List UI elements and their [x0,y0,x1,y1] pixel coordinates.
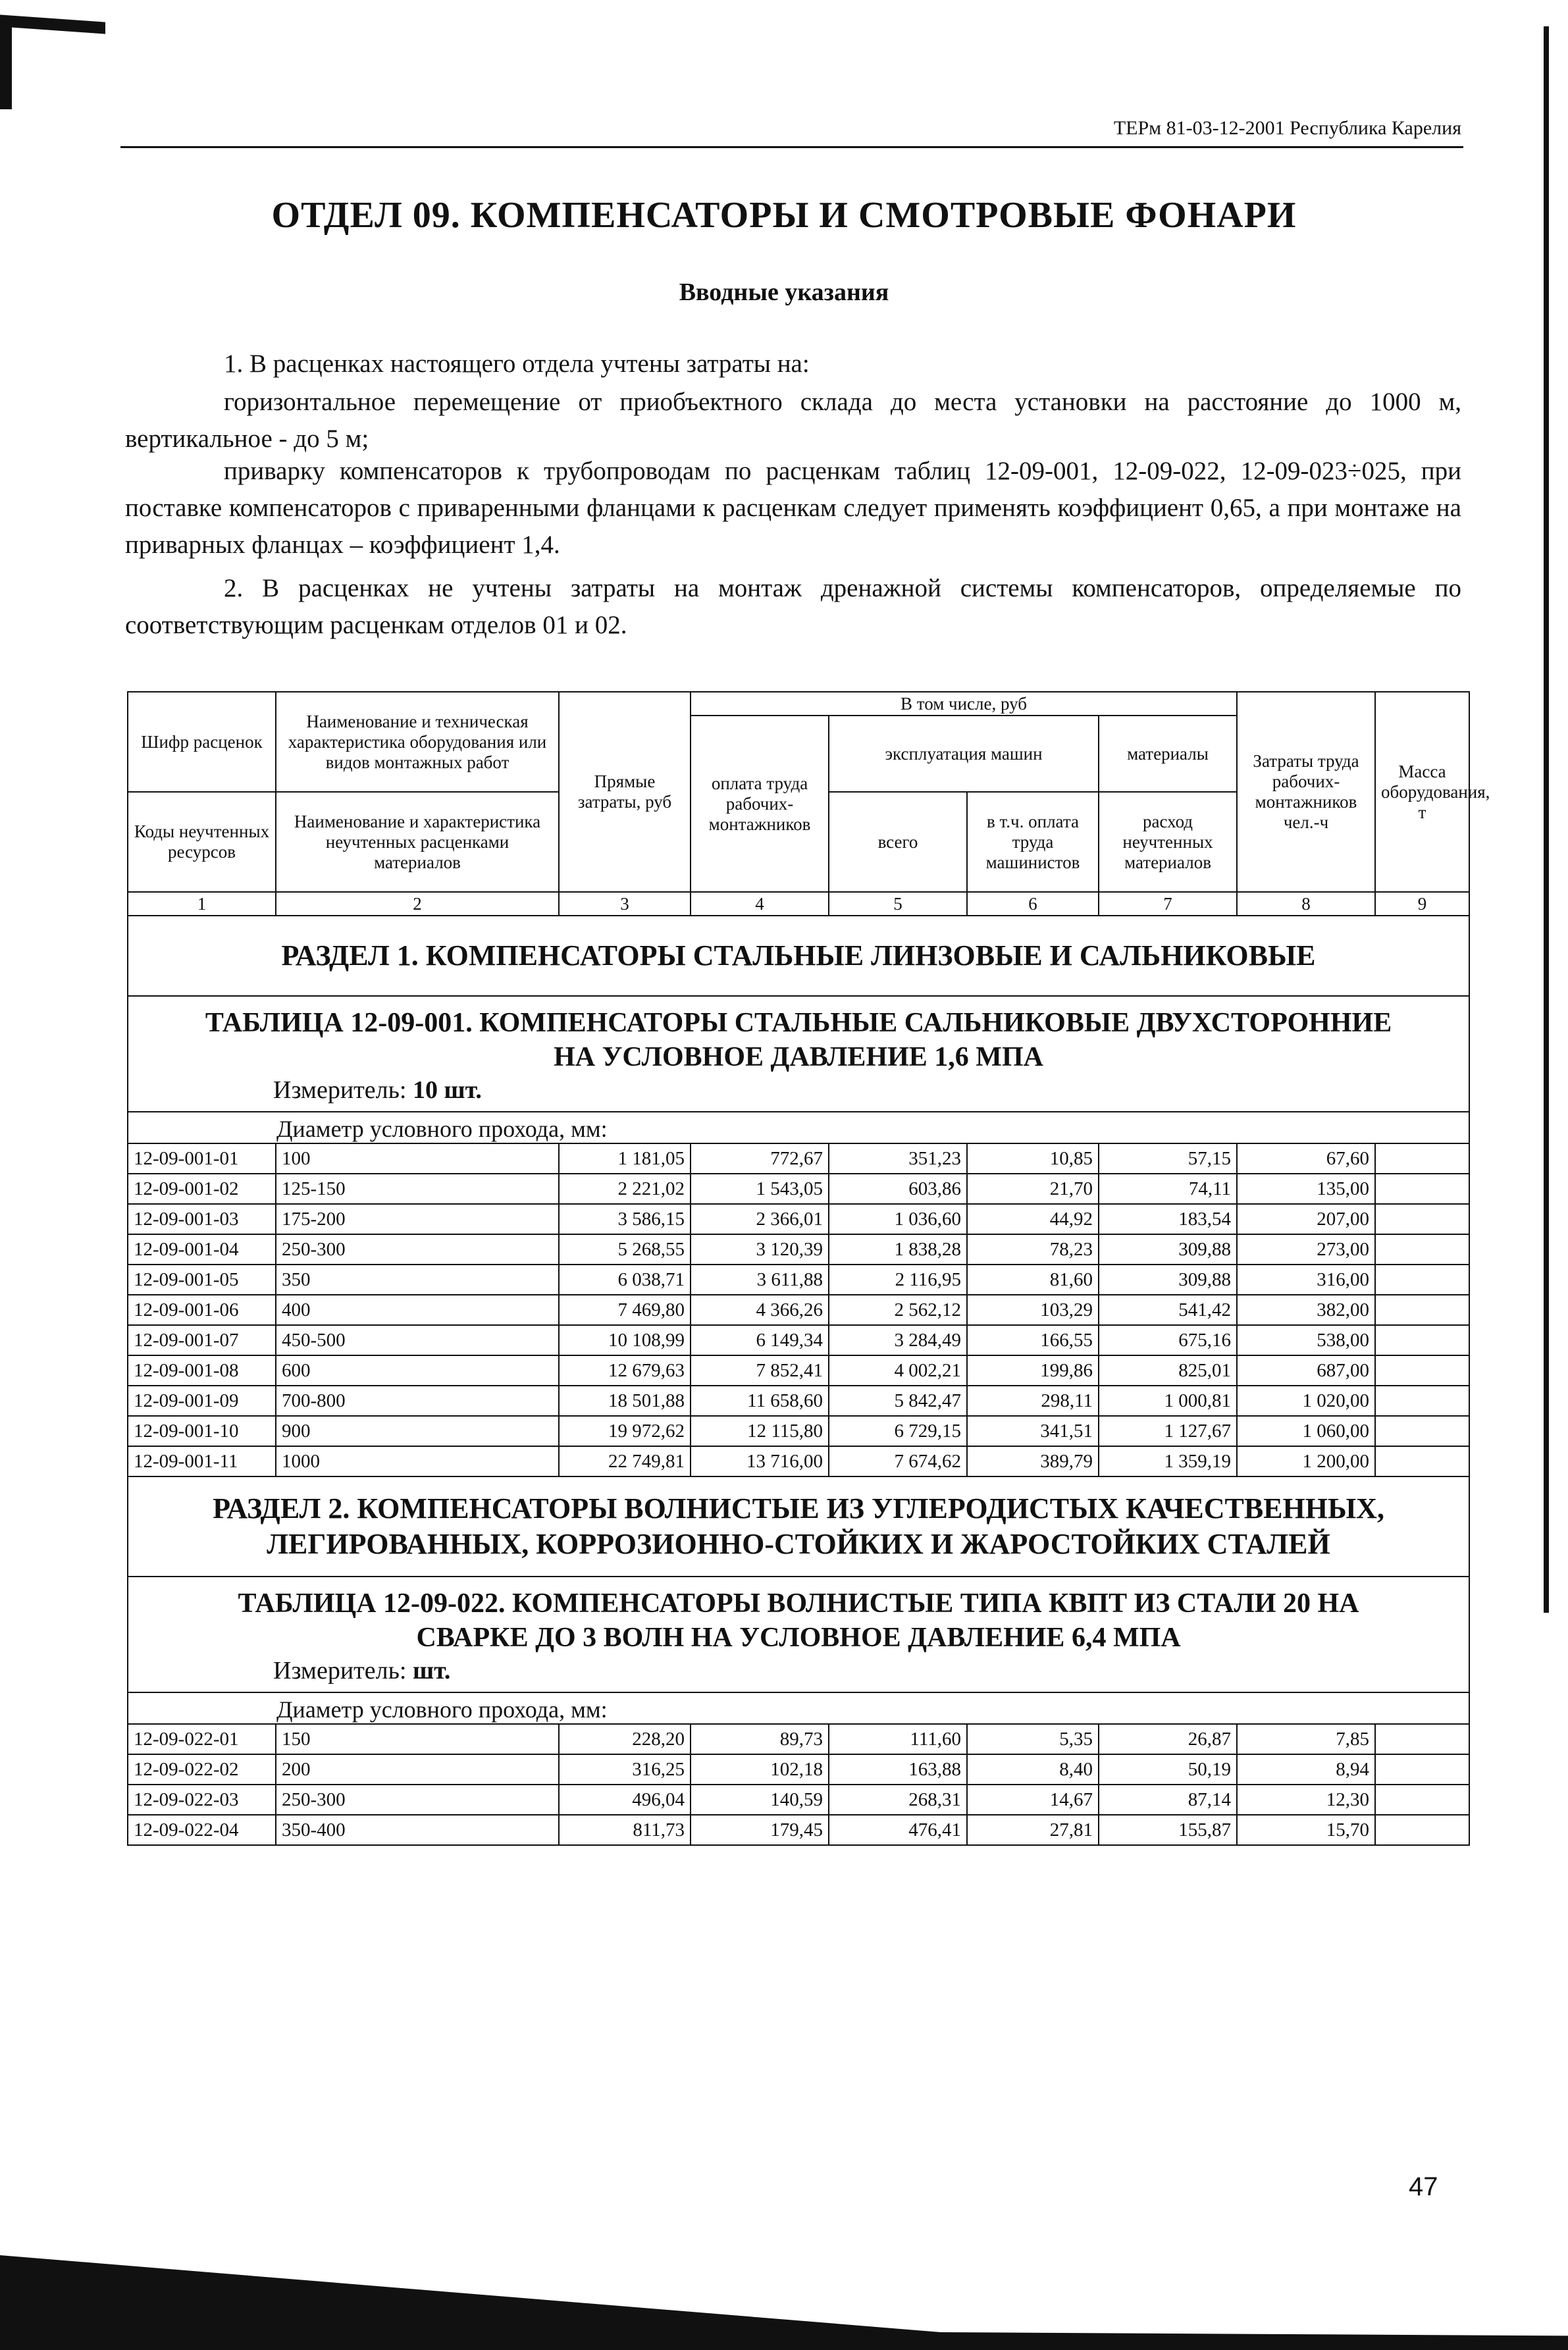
cell-labor-pay: 3 120,39 [691,1234,829,1265]
header-labor-cost: Затраты труда рабочих-монтажников чел.-ч [1237,692,1375,892]
cell-machines-total: 6 729,15 [829,1416,967,1446]
cell-labor-cost: 7,85 [1237,1724,1375,1754]
cell-machines-pay: 389,79 [967,1446,1099,1476]
cell-materials: 1 359,19 [1099,1446,1237,1476]
table-row [128,1325,1469,1355]
cell-code: 12-09-001-05 [128,1265,276,1295]
col-number: 8 [1237,892,1375,916]
cell-machines-pay: 10,85 [967,1143,1099,1174]
scan-corner-mark-vertical [0,24,12,109]
cell-labor-cost: 207,00 [1237,1204,1375,1234]
col-number: 5 [829,892,967,916]
cell-labor-pay: 179,45 [691,1815,829,1845]
cell-diameter: 700-800 [276,1386,559,1416]
cell-code: 12-09-001-11 [128,1446,276,1476]
table-1-title-line2: НА УСЛОВНОЕ ДАВЛЕНИЕ 1,6 МПА [554,1042,1043,1072]
header-code-bottom: Коды неучтенных ресурсов [128,792,276,892]
cell-direct-costs: 12 679,63 [559,1355,691,1386]
cell-materials: 675,16 [1099,1325,1237,1355]
cell-code: 12-09-001-08 [128,1355,276,1386]
scan-edge-line [1544,26,1549,1613]
cell-direct-costs: 5 268,55 [559,1234,691,1265]
cell-labor-cost: 273,00 [1237,1234,1375,1265]
cell-code: 12-09-022-03 [128,1785,276,1815]
table-2-measure [135,1655,1462,1686]
cell-direct-costs: 496,04 [559,1785,691,1815]
intro-heading: Вводные указания [679,278,889,306]
cell-code: 12-09-022-01 [128,1724,276,1754]
cell-materials: 87,14 [1099,1785,1237,1815]
cell-code: 12-09-022-02 [128,1754,276,1785]
table-row [128,1785,1469,1815]
cell-machines-pay: 5,35 [967,1724,1099,1754]
cell-machines-pay: 341,51 [967,1416,1099,1446]
table-row [128,1234,1469,1265]
cell-machines-total: 476,41 [829,1815,967,1845]
intro-paragraph-1c: приварку компенсаторов к трубопроводам по расценкам таблиц 12-09-001, 12-09-022, 12-09-023÷025, при поставке компенсаторов с приваренными фланцами к расценкам следует применять коэффициент 0,65, а при монтаже на приварных фланцах – коэффициент 1,4. [125,457,1461,559]
cell-labor-pay: 89,73 [691,1724,829,1754]
cell-machines-pay: 27,81 [967,1815,1099,1845]
col-number: 7 [1099,892,1237,916]
cell-direct-costs: 22 749,81 [559,1446,691,1476]
table-row [128,1815,1469,1845]
cell-diameter: 350 [276,1265,559,1295]
cell-direct-costs: 316,25 [559,1754,691,1785]
cell-direct-costs: 3 586,15 [559,1204,691,1234]
cell-materials: 183,54 [1099,1204,1237,1234]
cell-code: 12-09-001-04 [128,1234,276,1265]
cell-machines-pay: 103,29 [967,1295,1099,1325]
cell-machines-pay: 8,40 [967,1754,1099,1785]
page-number: 47 [1409,2172,1438,2201]
col-number: 1 [128,892,276,916]
cell-mass [1375,1295,1469,1325]
cell-labor-pay: 140,59 [691,1785,829,1815]
table-2-title-line2: СВАРКЕ ДО 3 ВОЛН НА УСЛОВНОЕ ДАВЛЕНИЕ 6,4 МПА [416,1623,1181,1653]
cell-direct-costs: 1 181,05 [559,1143,691,1174]
cell-materials: 155,87 [1099,1815,1237,1845]
col-number: 4 [691,892,829,916]
table-row [128,1143,1469,1174]
header-labor-pay: оплата труда рабочих-монтажников [691,716,829,892]
cell-mass [1375,1265,1469,1295]
header-machines: эксплуатация машин [829,716,1099,792]
cell-materials: 825,01 [1099,1355,1237,1386]
table-1-diameter-label: Диаметр условного прохода, мм: [128,1112,1469,1143]
cell-mass [1375,1416,1469,1446]
cell-labor-pay: 772,67 [691,1143,829,1174]
cell-diameter: 450-500 [276,1325,559,1355]
header-materials: материалы [1099,716,1237,792]
cell-mass [1375,1446,1469,1476]
cell-diameter: 1000 [276,1446,559,1476]
header-name-bottom: Наименование и характеристика неучтенных расценками материалов [276,792,559,892]
cell-mass [1375,1234,1469,1265]
cell-machines-total: 163,88 [829,1754,967,1785]
cell-mass [1375,1143,1469,1174]
cell-code: 12-09-001-03 [128,1204,276,1234]
cell-machines-total: 3 284,49 [829,1325,967,1355]
cell-machines-total: 2 116,95 [829,1265,967,1295]
col-number: 6 [967,892,1099,916]
cell-code: 12-09-001-07 [128,1325,276,1355]
cell-machines-total: 5 842,47 [829,1386,967,1416]
cell-direct-costs: 10 108,99 [559,1325,691,1355]
cell-machines-pay: 199,86 [967,1355,1099,1386]
cell-machines-pay: 44,92 [967,1204,1099,1234]
cell-labor-cost: 15,70 [1237,1815,1375,1845]
cell-materials: 309,88 [1099,1234,1237,1265]
cell-machines-total: 1 036,60 [829,1204,967,1234]
cell-materials: 541,42 [1099,1295,1237,1325]
measure-label: Измеритель: [273,1657,407,1684]
cell-code: 12-09-001-06 [128,1295,276,1325]
cell-diameter: 400 [276,1295,559,1325]
table-row [128,1355,1469,1386]
cell-machines-total: 268,31 [829,1785,967,1815]
table-row [128,1724,1469,1754]
cell-machines-total: 4 002,21 [829,1355,967,1386]
cell-diameter: 150 [276,1724,559,1754]
table-1-title-row [128,996,1469,1112]
table-1-body [128,1143,1469,1476]
cell-direct-costs: 18 501,88 [559,1386,691,1416]
table-row [128,1446,1469,1476]
section-2-title-cell [128,1476,1469,1577]
cell-materials: 309,88 [1099,1265,1237,1295]
col-number: 3 [559,892,691,916]
cell-labor-cost: 1 200,00 [1237,1446,1375,1476]
cell-machines-pay: 21,70 [967,1174,1099,1204]
cell-machines-total: 7 674,62 [829,1446,967,1476]
cell-machines-total: 351,23 [829,1143,967,1174]
header-row-1 [128,692,1469,716]
cell-labor-cost: 1 020,00 [1237,1386,1375,1416]
cell-code: 12-09-022-04 [128,1815,276,1845]
cell-machines-pay: 298,11 [967,1386,1099,1416]
cell-diameter: 900 [276,1416,559,1446]
intro-paragraph-1b: горизонтальное перемещение от приобъектного склада до места установки на расстояние до 1000 м, вертикальное - до 5 м; [125,388,1461,453]
cell-diameter: 200 [276,1754,559,1785]
cell-labor-pay: 4 366,26 [691,1295,829,1325]
cell-labor-pay: 6 149,34 [691,1325,829,1355]
table-1-title-cell [128,996,1469,1112]
header-mass: Масса оборудования, т [1375,692,1469,892]
cell-machines-pay: 166,55 [967,1325,1099,1355]
table-2-title-cell [128,1577,1469,1692]
intro-paragraph-2: 2. В расценках не учтены затраты на монтаж дренажной системы компенсаторов, определяемые по соответствующим расценкам отделов 01 и 02. [125,574,1461,639]
table-1-title-line1: ТАБЛИЦА 12-09-001. КОМПЕНСАТОРЫ СТАЛЬНЫЕ САЛЬНИКОВЫЕ ДВУХСТОРОННИЕ [205,1008,1392,1038]
cell-diameter: 250-300 [276,1785,559,1815]
measure-value: шт. [413,1657,451,1684]
cell-direct-costs: 7 469,80 [559,1295,691,1325]
header-direct-costs: Прямые затраты, руб [559,692,691,892]
cell-machines-total: 1 838,28 [829,1234,967,1265]
measure-value: 10 шт. [413,1076,482,1104]
cell-labor-pay: 13 716,00 [691,1446,829,1476]
scan-bottom-shadow [0,2232,1568,2350]
cell-diameter: 250-300 [276,1234,559,1265]
table-2-body [128,1724,1469,1845]
cell-materials: 57,15 [1099,1143,1237,1174]
cell-labor-cost: 538,00 [1237,1325,1375,1355]
header-name-top: Наименование и техническая характеристика оборудования или видов монтажных работ [276,692,559,792]
cell-machines-total: 603,86 [829,1174,967,1204]
cell-code: 12-09-001-09 [128,1386,276,1416]
cell-mass [1375,1386,1469,1416]
cell-labor-pay: 102,18 [691,1754,829,1785]
cell-direct-costs: 228,20 [559,1724,691,1754]
cell-materials: 1 127,67 [1099,1416,1237,1446]
cell-diameter: 100 [276,1143,559,1174]
cell-labor-pay: 12 115,80 [691,1416,829,1446]
cell-direct-costs: 19 972,62 [559,1416,691,1446]
cell-materials: 74,11 [1099,1174,1237,1204]
cell-mass [1375,1724,1469,1754]
table-row [128,1204,1469,1234]
cell-labor-pay: 11 658,60 [691,1386,829,1416]
cell-direct-costs: 2 221,02 [559,1174,691,1204]
cell-materials: 50,19 [1099,1754,1237,1785]
cell-machines-pay: 81,60 [967,1265,1099,1295]
header-including: В том числе, руб [691,692,1237,716]
section-title: ОТДЕЛ 09. КОМПЕНСАТОРЫ И СМОТРОВЫЕ ФОНАРИ [271,195,1297,236]
cell-machines-total: 2 562,12 [829,1295,967,1325]
cell-labor-cost: 8,94 [1237,1754,1375,1785]
table-row [128,1754,1469,1785]
cell-mass [1375,1355,1469,1386]
col-number: 2 [276,892,559,916]
cell-machines-pay: 78,23 [967,1234,1099,1265]
cell-labor-cost: 67,60 [1237,1143,1375,1174]
section-1-row [128,916,1469,996]
rates-table [127,691,1490,1846]
table-row [128,1265,1469,1295]
scan-corner-mark [0,14,105,34]
cell-labor-cost: 687,00 [1237,1355,1375,1386]
cell-labor-pay: 1 543,05 [691,1174,829,1204]
table-row [128,1416,1469,1446]
header-code-top: Шифр расценок [128,692,276,792]
cell-labor-pay: 7 852,41 [691,1355,829,1386]
cell-machines-total: 111,60 [829,1724,967,1754]
cell-direct-costs: 811,73 [559,1815,691,1845]
col-number: 9 [1375,892,1469,916]
cell-labor-pay: 2 366,01 [691,1204,829,1234]
intro-paragraph-1: 1. В расценках настоящего отдела учтены затраты на: [224,350,810,378]
cell-mass [1375,1815,1469,1845]
cell-code: 12-09-001-10 [128,1416,276,1446]
table-2-title-line1: ТАБЛИЦА 12-09-022. КОМПЕНСАТОРЫ ВОЛНИСТЫЕ ТИПА КВПТ ИЗ СТАЛИ 20 НА [238,1588,1359,1619]
table-2-diameter-row [128,1692,1469,1724]
cell-labor-cost: 12,30 [1237,1785,1375,1815]
cell-diameter: 350-400 [276,1815,559,1845]
table-row [128,1295,1469,1325]
cell-labor-pay: 3 611,88 [691,1265,829,1295]
cell-direct-costs: 6 038,71 [559,1265,691,1295]
cell-code: 12-09-001-02 [128,1174,276,1204]
measure-label: Измеритель: [273,1076,407,1104]
rates-table-wrapper [127,691,1490,1846]
cell-diameter: 600 [276,1355,559,1386]
cell-code: 12-09-001-01 [128,1143,276,1174]
cell-labor-cost: 1 060,00 [1237,1416,1375,1446]
cell-mass [1375,1204,1469,1234]
header-machines-pay: в т.ч. оплата труда машинистов [967,792,1099,892]
cell-materials: 1 000,81 [1099,1386,1237,1416]
column-numbers-row [128,892,1469,916]
cell-materials: 26,87 [1099,1724,1237,1754]
cell-diameter: 125-150 [276,1174,559,1204]
section-2-title-line2: ЛЕГИРОВАННЫХ, КОРРОЗИОННО-СТОЙКИХ И ЖАРОСТОЙКИХ СТАЛЕЙ [267,1528,1330,1560]
header-machines-total: всего [829,792,967,892]
table-2-diameter-label: Диаметр условного прохода, мм: [128,1692,1469,1724]
section-2-title-line1: РАЗДЕЛ 2. КОМПЕНСАТОРЫ ВОЛНИСТЫЕ ИЗ УГЛЕРОДИСТЫХ КАЧЕСТВЕННЫХ, [213,1492,1384,1525]
table-1-diameter-row [128,1112,1469,1143]
table-row [128,1386,1469,1416]
cell-mass [1375,1785,1469,1815]
cell-labor-cost: 135,00 [1237,1174,1375,1204]
header-rule [120,146,1463,148]
cell-mass [1375,1325,1469,1355]
table-1-measure [135,1074,1462,1106]
cell-machines-pay: 14,67 [967,1785,1099,1815]
cell-diameter: 175-200 [276,1204,559,1234]
header-reference: ТЕРм 81-03-12-2001 Республика Карелия [1113,117,1461,139]
header-materials-consumption: расход неучтенных материалов [1099,792,1237,892]
cell-labor-cost: 382,00 [1237,1295,1375,1325]
cell-labor-cost: 316,00 [1237,1265,1375,1295]
section-2-row [128,1476,1469,1577]
cell-mass [1375,1754,1469,1785]
cell-mass [1375,1174,1469,1204]
table-2-title-row [128,1577,1469,1692]
section-1-title: РАЗДЕЛ 1. КОМПЕНСАТОРЫ СТАЛЬНЫЕ ЛИНЗОВЫЕ И САЛЬНИКОВЫЕ [128,916,1469,996]
table-row [128,1174,1469,1204]
